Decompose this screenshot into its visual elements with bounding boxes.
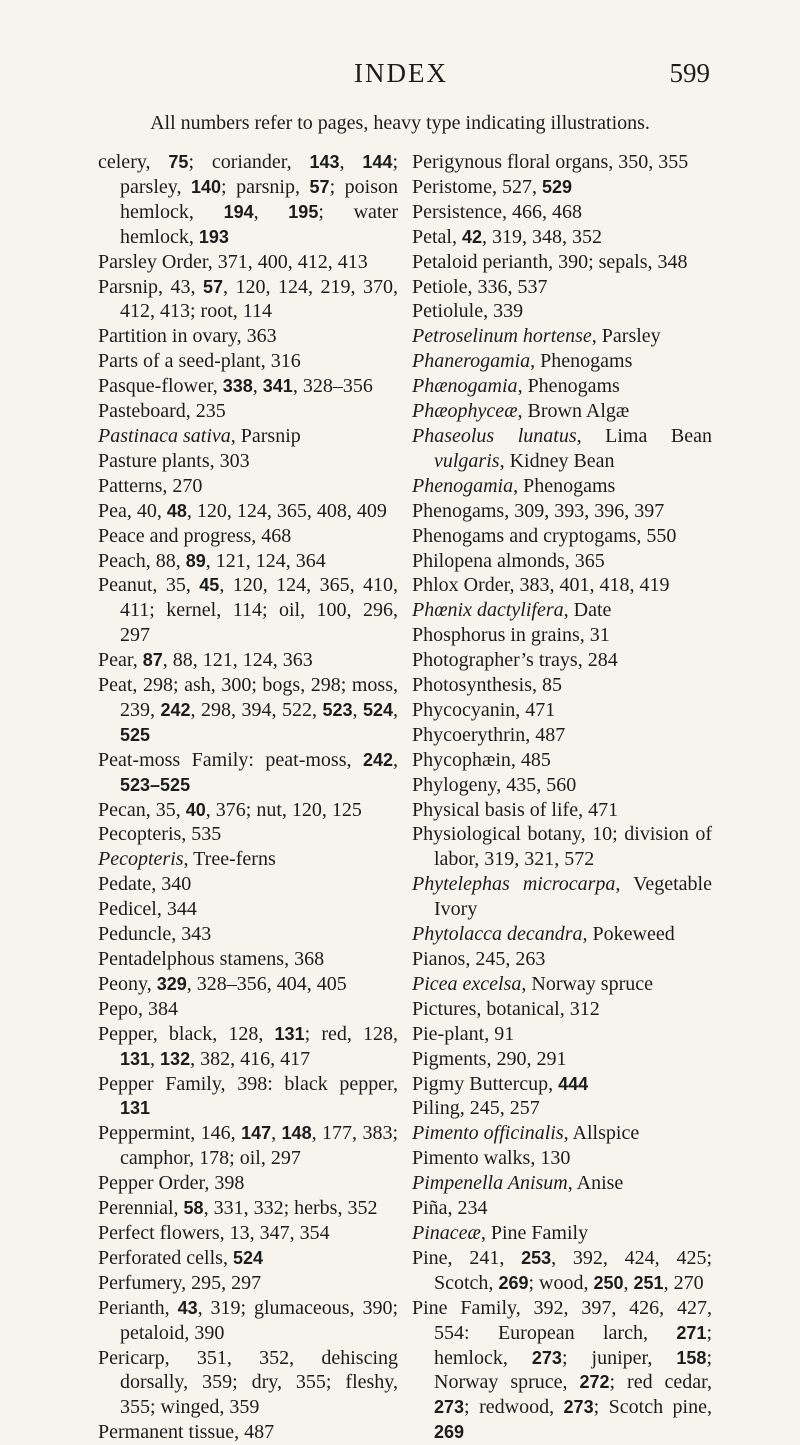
index-entry: Peanut, 35, 45, 120, 124, 365, 410, 411; kernel, 114; oil, 100, 296, 297 bbox=[98, 574, 398, 647]
index-entry: Pasque-flower, 338, 341, 328–356 bbox=[98, 375, 373, 398]
index-entry: Peristome, 527, 529 bbox=[412, 175, 573, 198]
index-entry: Parsnip, 43, 57, 120, 124, 219, 370, 412, 413; root, 114 bbox=[98, 275, 399, 323]
index-entry: Permanent tissue, 487 bbox=[98, 1421, 275, 1444]
index-entry: Perfect flowers, 13, 347, 354 bbox=[98, 1221, 330, 1244]
index-entry: Pentadelphous stamens, 368 bbox=[98, 948, 325, 970]
running-head: INDEX bbox=[354, 58, 448, 88]
index-column-left bbox=[98, 150, 398, 1445]
index-entry: Pimento officinalis, Allspice bbox=[412, 1122, 640, 1145]
index-entry: Pie-plant, 91 bbox=[412, 1022, 515, 1045]
index-entry: Phœnix dactylifera, Date bbox=[412, 599, 612, 622]
index-entry: Pecopteris, Tree-ferns bbox=[98, 848, 276, 871]
index-entry: Pedate, 340 bbox=[98, 873, 192, 896]
index-column-right bbox=[412, 150, 712, 1445]
index-entry: Phæophyceæ, Brown Algæ bbox=[412, 400, 630, 423]
index-entry: Piña, 234 bbox=[412, 1197, 488, 1220]
index-entry: Peat-moss Family: peat-moss, 242, 523–525 bbox=[98, 748, 398, 795]
page-header bbox=[92, 58, 710, 98]
index-entry: Petiolule, 339 bbox=[412, 300, 524, 323]
index-note: All numbers refer to pages, heavy type indicating illustrations. bbox=[150, 112, 650, 134]
index-entry: Phycophæin, 485 bbox=[412, 748, 551, 771]
index-entry: Phenogamia, Phenogams bbox=[412, 474, 616, 497]
index-entry: Petaloid perianth, 390; sepals, 348 bbox=[412, 250, 688, 273]
index-entry: Pecopteris, 535 bbox=[98, 823, 222, 846]
index-entry: Pepo, 384 bbox=[98, 997, 178, 1020]
index-entry: Pear, 87, 88, 121, 124, 363 bbox=[98, 649, 313, 672]
index-entry: Physiological botany, 10; division of labor, 319, 321, 572 bbox=[412, 823, 712, 871]
index-entry: Pasture plants, 303 bbox=[98, 449, 250, 472]
index-entry: Patterns, 270 bbox=[98, 474, 203, 497]
index-entry: Picea excelsa, Norway spruce bbox=[412, 972, 653, 995]
index-entry: Pigments, 290, 291 bbox=[412, 1047, 567, 1070]
index-entry: Phytelephas microcarpa, Vegetable Ivory bbox=[412, 873, 712, 921]
index-entry: Perennial, 58, 331, 332; herbs, 352 bbox=[98, 1197, 378, 1220]
index-entry: Phycoerythrin, 487 bbox=[412, 723, 566, 746]
index-entry: Partition in ovary, 363 bbox=[98, 325, 277, 348]
index-entry: Phosphorus in grains, 31 bbox=[412, 624, 610, 647]
index-entry: Peat, 298; ash, 300; bogs, 298; moss, 239, 242, 298, 394, 522, 523, 524, 525 bbox=[98, 674, 399, 745]
index-entry: Pecan, 35, 40, 376; nut, 120, 125 bbox=[98, 798, 362, 821]
index-entry: Phaseolus lunatus, Lima Bean vulgaris, Kidney Bean bbox=[412, 424, 712, 472]
index-entry: Perforated cells, 524 bbox=[98, 1246, 263, 1269]
index-entry: Pimento walks, 130 bbox=[412, 1147, 571, 1170]
index-entry: Peace and progress, 468 bbox=[98, 524, 292, 547]
index-entry: Pimpenella Anisum, Anise bbox=[412, 1172, 624, 1195]
index-entry: Pedicel, 344 bbox=[98, 898, 197, 921]
index-entry: Pinaceæ, Pine Family bbox=[412, 1221, 589, 1244]
index-entry: Persistence, 466, 468 bbox=[412, 200, 582, 223]
index-entry: Pepper Order, 398 bbox=[98, 1172, 245, 1195]
index-entry: Piling, 245, 257 bbox=[412, 1097, 540, 1120]
index-entry: Perfumery, 295, 297 bbox=[98, 1271, 262, 1294]
index-entry: Pea, 40, 48, 120, 124, 365, 408, 409 bbox=[98, 499, 387, 522]
index-entry: Pictures, botanical, 312 bbox=[412, 997, 600, 1020]
index-entry: Pepper Family, 398: black pepper, 131 bbox=[98, 1072, 398, 1119]
index-entry: Pigmy Buttercup, 444 bbox=[412, 1072, 589, 1095]
index-entry: Pericarp, 351, 352, dehiscing dorsally, 359; dry, 355; fleshy, 355; winged, 359 bbox=[98, 1346, 398, 1419]
index-entry: Peony, 329, 328–356, 404, 405 bbox=[98, 972, 347, 995]
index-entry: Phænogamia, Phenogams bbox=[412, 375, 620, 398]
index-entry: Pastinaca sativa, Parsnip bbox=[98, 424, 301, 447]
index-entry: Peduncle, 343 bbox=[98, 923, 212, 946]
index-entry: Peppermint, 146, 147, 148, 177, 383; camphor, 178; oil, 297 bbox=[98, 1122, 399, 1170]
index-entry: Petiole, 336, 537 bbox=[412, 275, 548, 298]
index-entry: Petroselinum hortense, Parsley bbox=[412, 325, 661, 348]
index-entry: Phenogams, 309, 393, 396, 397 bbox=[412, 499, 665, 522]
index-entry: Photographer’s trays, 284 bbox=[412, 649, 618, 672]
index-entry: Parsley Order, 371, 400, 412, 413 bbox=[98, 250, 368, 273]
index-entry: Peach, 88, 89, 121, 124, 364 bbox=[98, 549, 326, 572]
index-entry: Phytolacca decandra, Pokeweed bbox=[412, 923, 675, 946]
index-entry: Perianth, 43, 319; glumaceous, 390; petaloid, 390 bbox=[98, 1296, 399, 1344]
index-entry: Phlox Order, 383, 401, 418, 419 bbox=[412, 574, 670, 597]
index-entry: Phanerogamia, Phenogams bbox=[412, 350, 633, 373]
index-entry: Philopena almonds, 365 bbox=[412, 549, 605, 572]
index-entry: Physical basis of life, 471 bbox=[412, 798, 619, 821]
index-entry: Photosynthesis, 85 bbox=[412, 674, 563, 697]
index-entry: Perigynous floral organs, 350, 355 bbox=[412, 151, 689, 173]
page-number: 599 bbox=[669, 58, 710, 88]
index-entry: Phycocyanin, 471 bbox=[412, 698, 556, 721]
index-entry: Parts of a seed-plant, 316 bbox=[98, 350, 301, 373]
index-entry: Pine Family, 392, 397, 426, 427, 554: European larch, 271; hemlock, 273; juniper, 158; Norway spruce, 272; red cedar, 273; redwood, 273; Scotch pine, 269 bbox=[412, 1296, 712, 1443]
index-entry: Pianos, 245, 263 bbox=[412, 948, 546, 970]
index-entry: Petal, 42, 319, 348, 352 bbox=[412, 225, 603, 248]
index-entry: Phylogeny, 435, 560 bbox=[412, 773, 577, 796]
index-entry: Pepper, black, 128, 131; red, 128, 131, 132, 382, 416, 417 bbox=[98, 1022, 399, 1070]
index-entry: Phenogams and cryptogams, 550 bbox=[412, 524, 677, 547]
index-entry: Pine, 241, 253, 392, 424, 425; Scotch, 269; wood, 250, 251, 270 bbox=[412, 1246, 712, 1294]
index-entry: Pasteboard, 235 bbox=[98, 400, 226, 423]
index-entry: celery, 75; coriander, 143, 144; parsley, 140; parsnip, 57; poison hemlock, 194, 195; water hemlock, 193 bbox=[98, 151, 398, 248]
